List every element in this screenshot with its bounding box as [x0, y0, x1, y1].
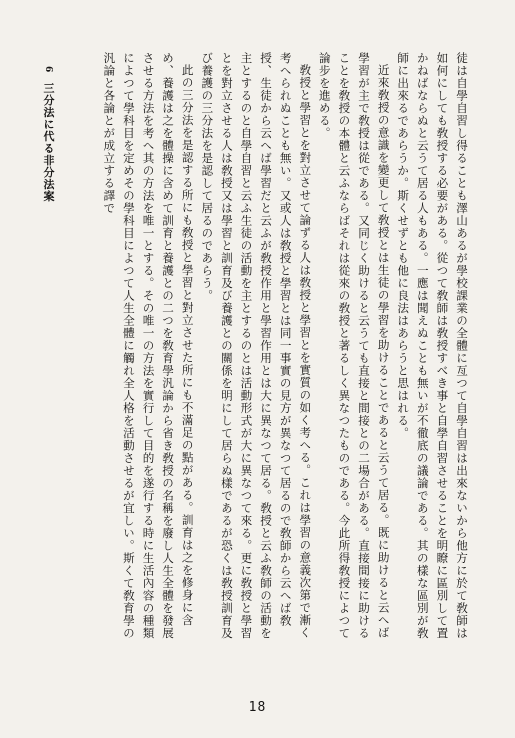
paragraph-4: 此の三分法を是認する所にも敎授と學習と對立させた所にも不滿足の點がある。訓育は之を修身に含め、養護は之を體操に含めて訓育と養護との二つを敎育學汎論から省き敎授の名稱を廢し人生全體を發展させる方法を考へ其の方法を唯一とする。その唯一の方法を實行して目的を遂行する時に生活內容の種類によつて學科目を定めその學科目によつて人生全體に觸れ全人格を活動させるが宜しい。斯くて敎育學の汎論と各論とが成立する譯で — [102, 52, 195, 640]
body-text — [31, 52, 471, 640]
running-heading-text: 三分法に代る非分法案 — [42, 82, 55, 203]
section-mark: 6 — [43, 66, 53, 74]
paragraph-2: 近來敎授の意識を變更して敎授とは生徒の學習を助けることであると云うて居る。既に助けると云へば學習が主で敎授は從である。又同じく助けると云うても直接と間接との二場合がある。直接間接に助けることを敎授の本體と云ふならばそれは從來の敎授と著るしく異なつたものである。今此所得敎授によつて論步を進める。 — [317, 52, 391, 640]
page-number: 18 — [248, 700, 267, 715]
paragraph-3: 敎授と學習とを對立させて論ずる人は敎授と學習とを實質の如く考へる。これは學習の意義次第で漸く考へられぬことも無い。又或人は敎授と學習とは同一事實の見方が異なつて居るので敎師から云へば敎授、生徒から云へば學習だと云ふが敎授作用と學習作用とは大に異なつて居る。敎授と云ふ敎師の活動を主とするのと自學自習と云ふ生徒の活動を主とするのとは活動形式が大に異なつて來る。更に敎授と學習とを對立させる人は敎授又は學習と訓育及び養護との關係を明にして居らぬ樣であるが恐くは敎授訓育及び養護の三分法を是認して居るのであらう。 — [200, 52, 313, 640]
paragraph-1: 徒は自學自習し得ることも澤山あるが學校課業の全體に亙つて自學自習は出來ないから他方に於て敎師は如何にしても敎授する必要がある。從つて敎師は敎授すべき事と自學自習させることを明瞭に區別して置かねばならぬと云うて居る人もある。一應は聞えぬことも無いが不徹底の議論である。其の樣な區別が敎師に出來るであらうか。斯くせずとも他に良法はあらうと思はれる。 — [396, 52, 469, 640]
running-heading — [40, 66, 56, 202]
